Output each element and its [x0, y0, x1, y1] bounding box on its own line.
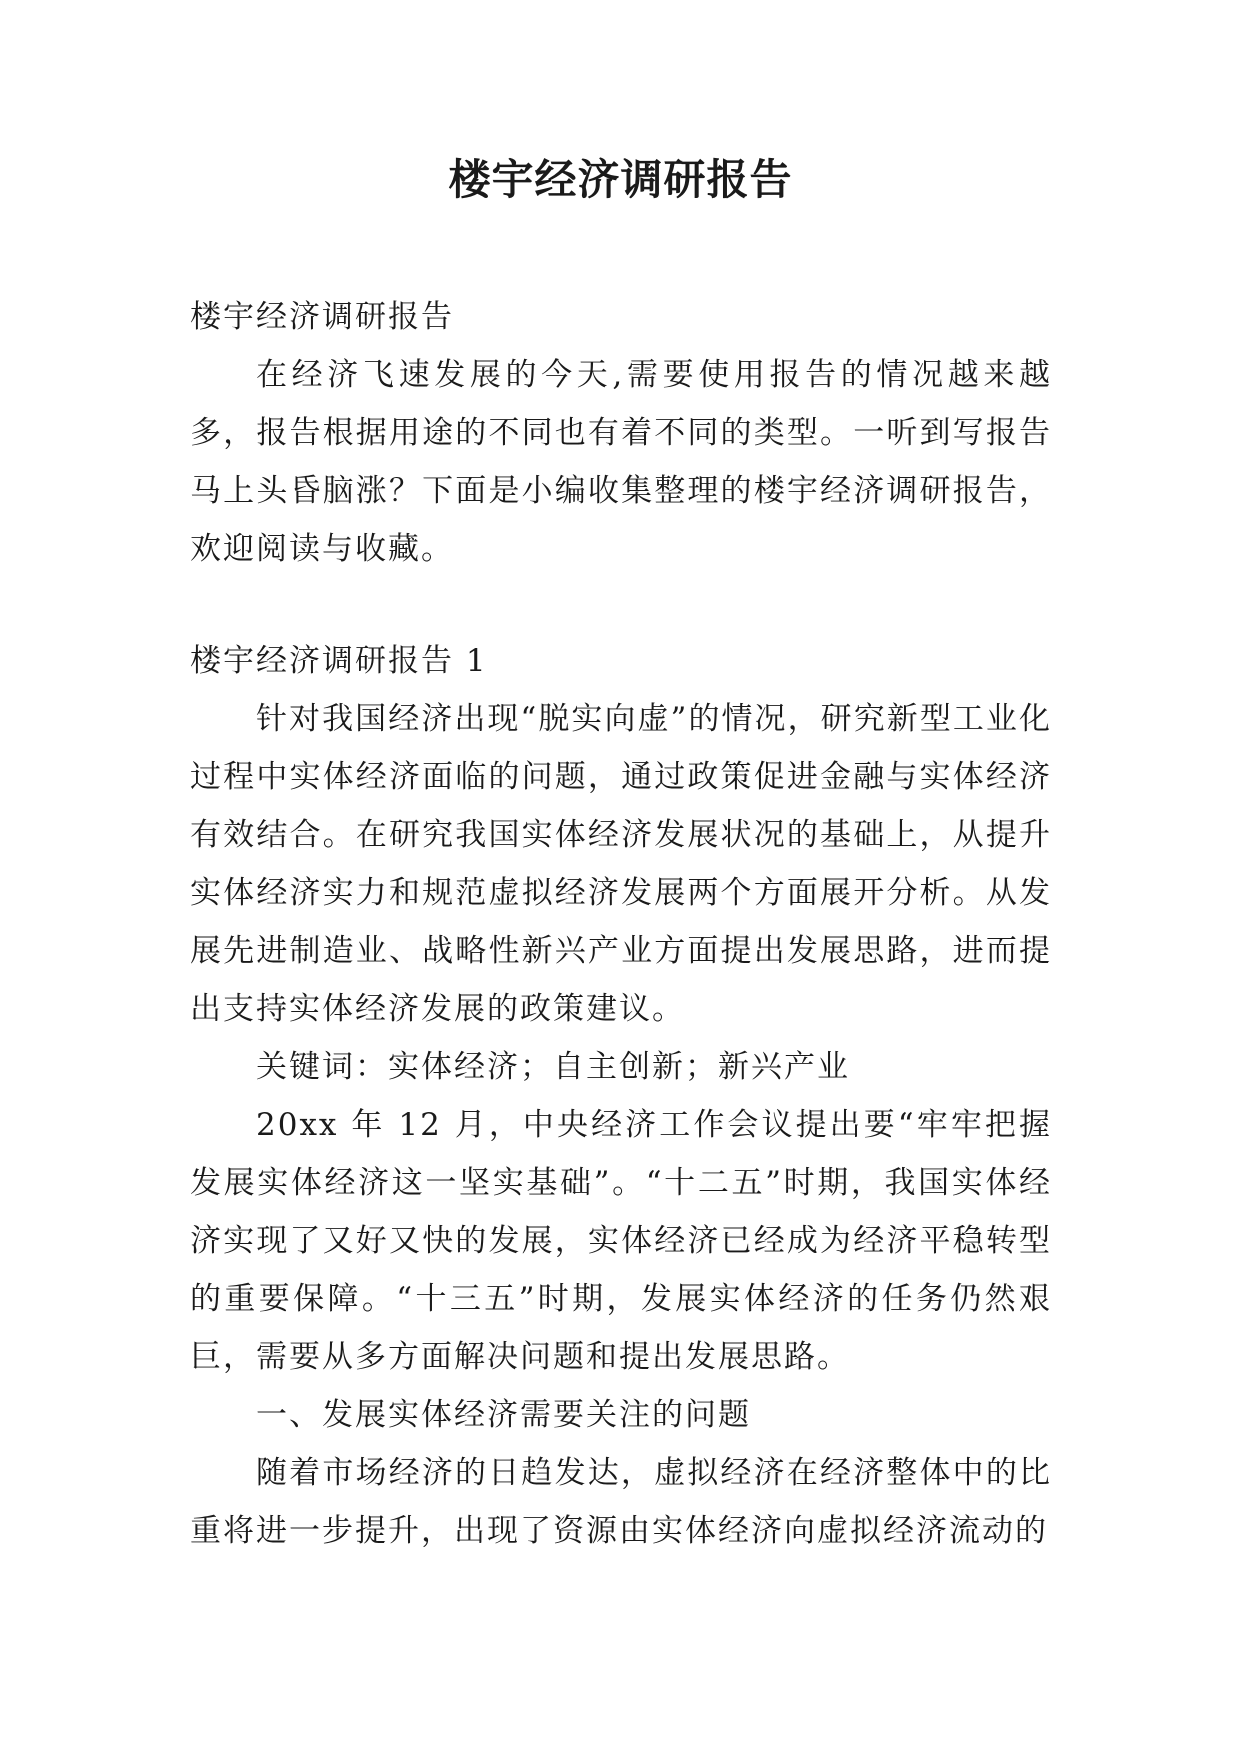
intro-paragraph: 在经济飞速发展的今天,需要使用报告的情况越来越多，报告根据用途的不同也有着不同的类型。一听到写报告马上头昏脑涨？下面是小编收集整理的楼宇经济调研报告，欢迎阅读与收藏。 — [190, 357, 1052, 567]
body-paragraph-continued: 随着市场经济的日趋发达，虚拟经济在经济整体中的比重将进一步提升，出现了资源由实体经济向虚拟经济流动的 — [190, 1455, 1052, 1549]
body-paragraph: 20xx 年 12 月，中央经济工作会议提出要“牢牢把握发展实体经济这一坚实基础”。“十二五”时期，我国实体经济实现了又好又快的发展，实体经济已经成为经济平稳转型的重要保障。“十三五”时期，发展实体经济的任务仍然艰巨，需要从多方面解决问题和提出发展思路。 — [190, 1107, 1052, 1375]
document-title: 楼宇经济调研报告 — [448, 155, 793, 204]
abstract-paragraph: 针对我国经济出现“脱实向虚”的情况，研究新型工业化过程中实体经济面临的问题，通过政策促进金融与实体经济有效结合。在研究我国实体经济发展状况的基础上，从提升实体经济实力和规范虚拟经济发展两个方面展开分析。从发展先进制造业、战略性新兴产业方面提出发展思路，进而提出支持实体经济发展的政策建议。 — [190, 701, 1052, 1027]
intro-section — [190, 288, 1052, 578]
keywords-line: 关键词：实体经济；自主创新；新兴产业 — [256, 1049, 850, 1085]
intro-heading: 楼宇经济调研报告 — [190, 299, 454, 335]
section-1 — [190, 632, 1052, 1560]
section-heading: 楼宇经济调研报告 1 — [190, 643, 488, 679]
subheading: 一、发展实体经济需要关注的问题 — [256, 1397, 751, 1433]
